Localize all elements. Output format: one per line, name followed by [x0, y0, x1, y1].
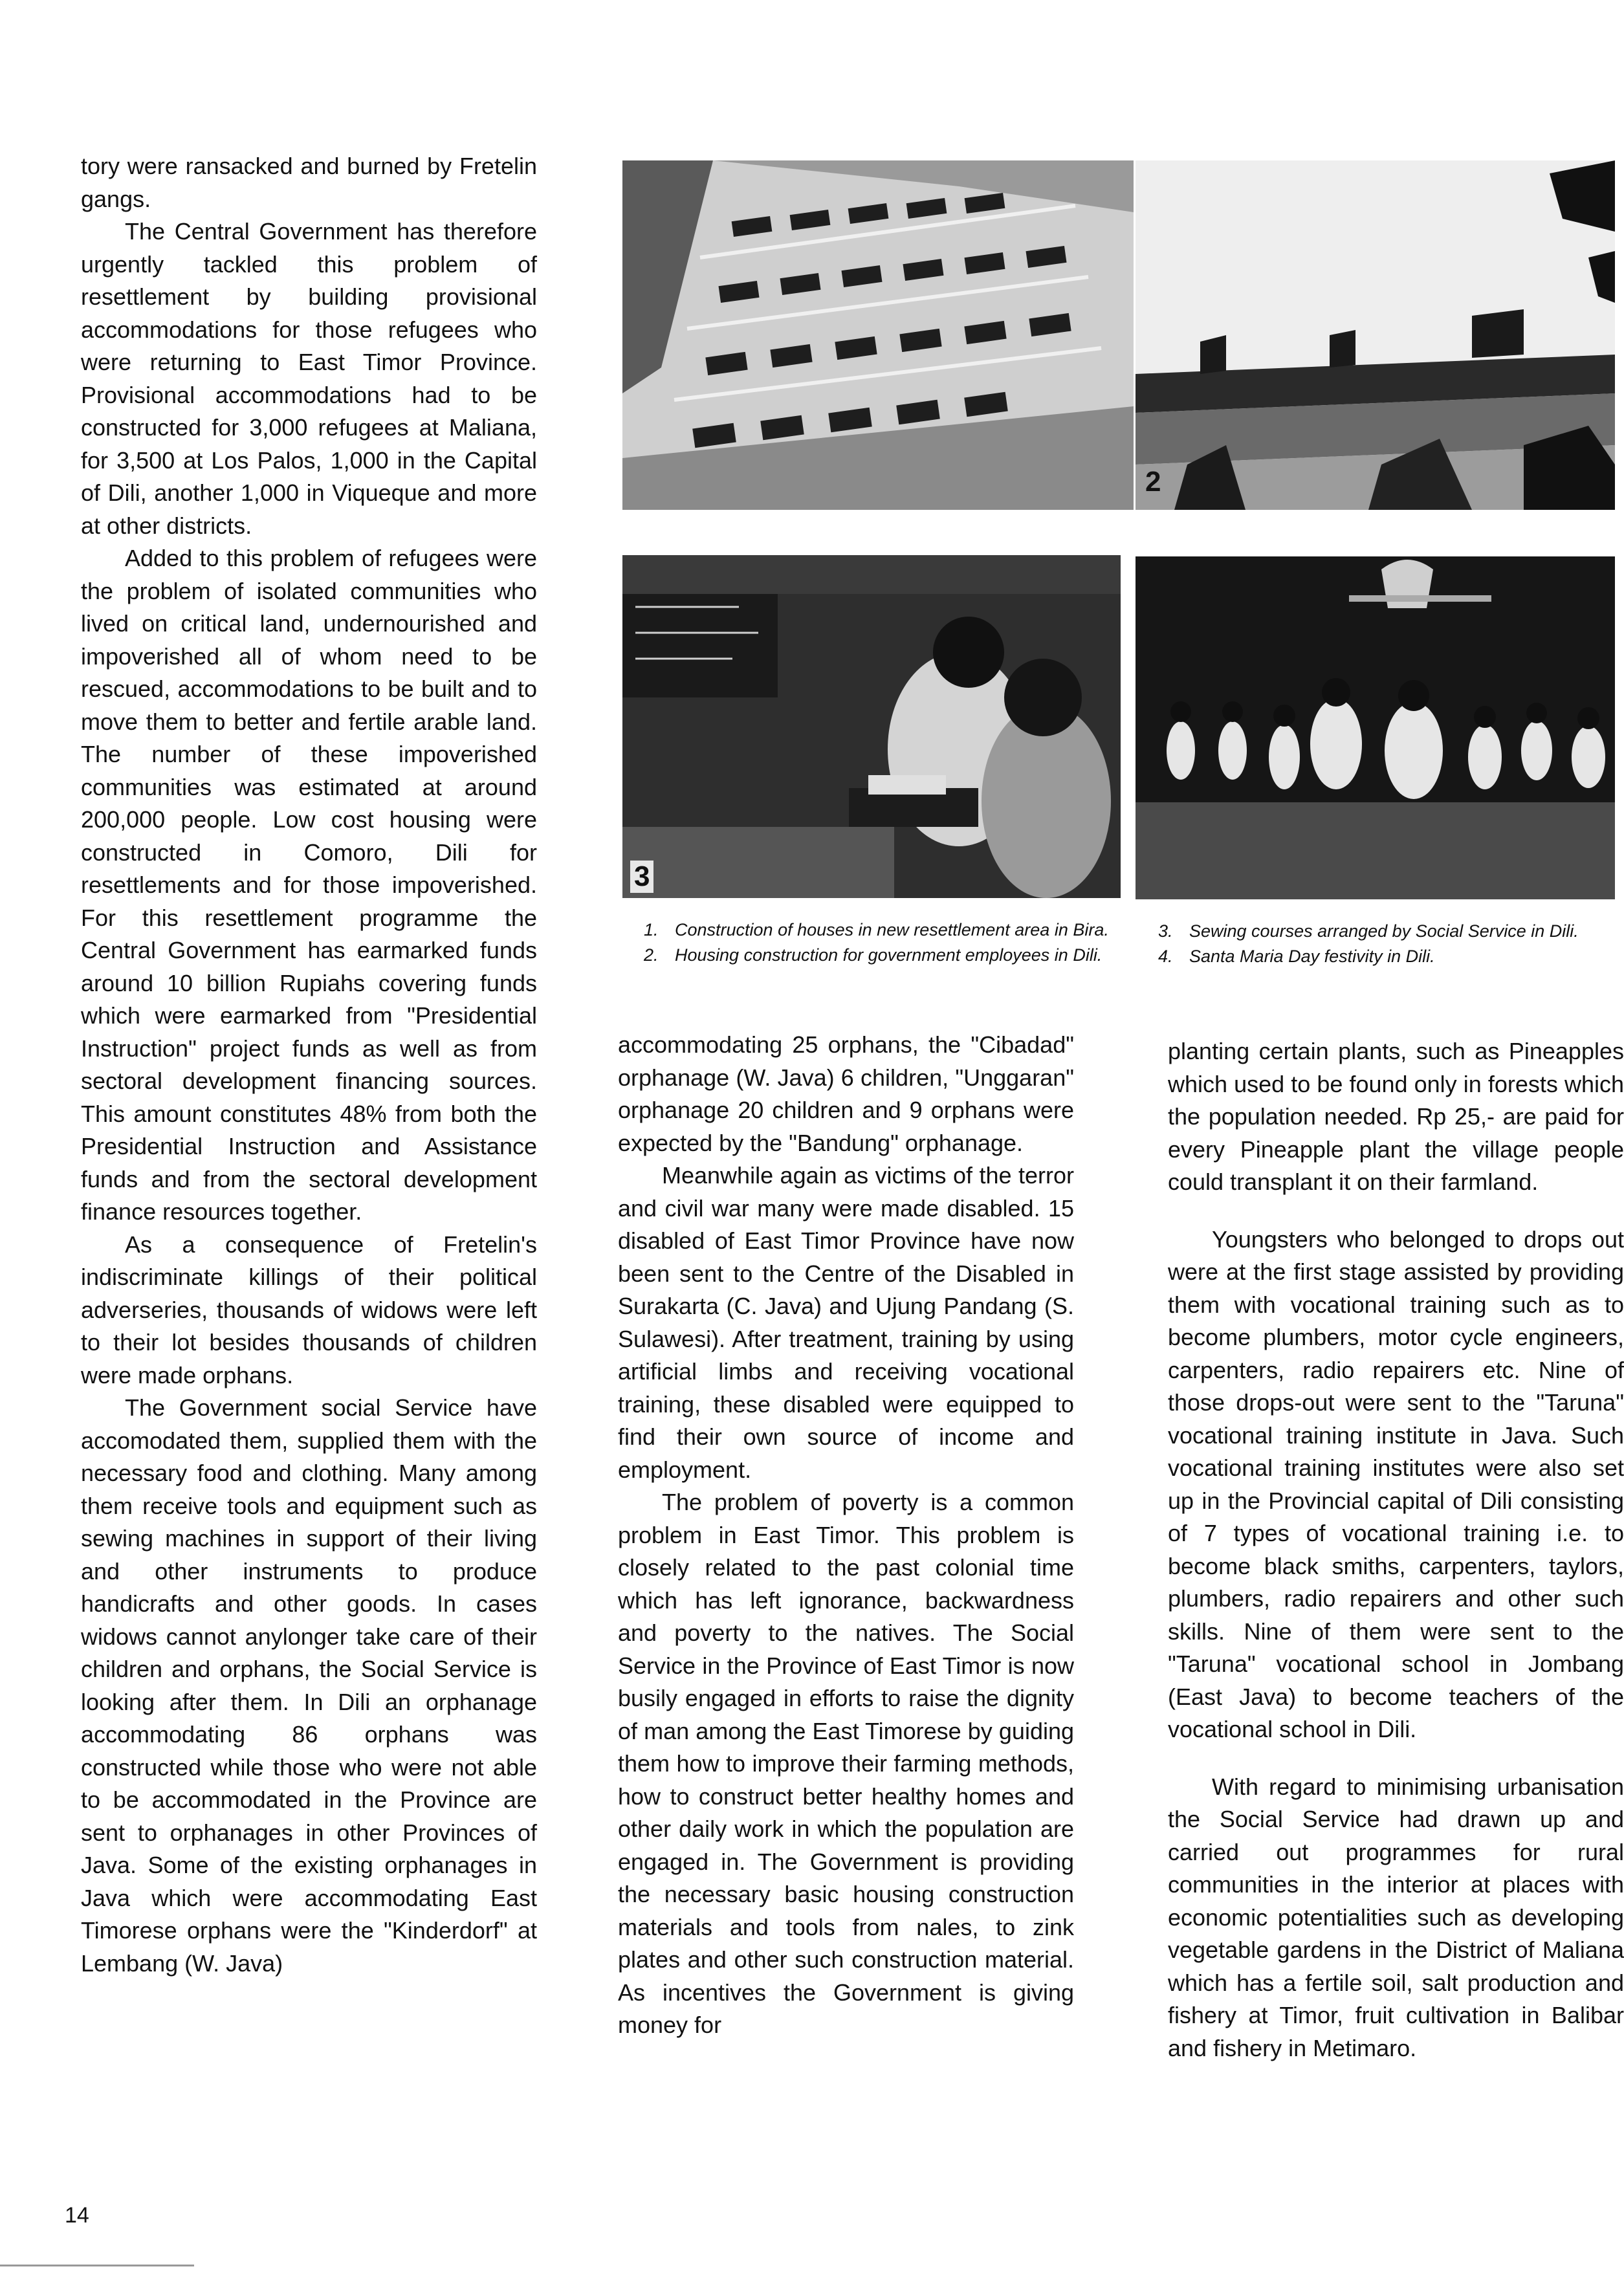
paragraph: With regard to minimising urbanisation the Social Service had drawn up and carried out programmes for rural communities in the interior at places with economic potentialities such as developing vegetable gardens in the District of Maliana which has a fertile soil, salt production and fishery at Timor, fruit cultivation in Balibar and fishery in Metimaro. [1168, 1773, 1624, 2061]
caption-text: Santa Maria Day festivity in Dili. [1189, 947, 1435, 966]
photo-number: 2 [1145, 466, 1161, 498]
paragraph: The Government social Service have accomodated them, supplied them with the necessary food and clothing. Many among them receive tools and equipment such as sewing machines in support of their living and other instruments to produce handicrafts and other goods. In cases widows cannot anylonger take care of their children and orphans, the Social Service is looking after them. In Dili an orphanage accommodating 86 orphans was constructed while those who were not able to be accommodated in the Province are sent to orphanages in other Provinces of Java. Some of the existing orphanages in Java which were accommodating East Timorese orphans were the "Kinderdorf" at Lembang (W. Java) [81, 1394, 537, 1977]
caption [1158, 919, 1615, 944]
paragraph: accommodating 25 orphans, the "Cibadad" orphanage (W. Java) 6 children, "Unggaran" orphanage 20 children and 9 orphans were expected by the "Bandung" orphanage. [618, 1031, 1074, 1156]
caption [1158, 944, 1615, 969]
photo-santa-maria-festivity-image [1136, 556, 1615, 899]
text-column-right [1168, 1035, 1624, 2061]
photo-resettlement-aerial-image [622, 160, 1134, 510]
caption-text: Sewing courses arranged by Social Service in Dili. [1189, 921, 1579, 941]
text-column-middle [618, 1029, 1074, 2042]
photo-housing-construction [1136, 160, 1615, 510]
page-number: 14 [65, 2203, 89, 2228]
caption-text: Construction of houses in new resettlement area in Bira. [675, 920, 1109, 939]
text-column-left [81, 150, 537, 1980]
caption [644, 943, 1110, 968]
paragraph: planting certain plants, such as Pineapples which used to be found only in forests which the population needed. Rp 25,- are paid for every Pineapple plant the village people could transplant it on their farmland. [1168, 1038, 1624, 1195]
paragraph: Added to this problem of refugees were the problem of isolated communities who lived on critical land, undernourished and impoverished all of whom need to be rescued, accommodations to be built and to move them to better and fertile arable land. The number of these impoverished communities was estimated at around 200,000 people. Low cost housing were constructed in Comoro, Dili for resettlements and for those impoverished. For this resettlement programme the Central Government has earmarked funds around 10 billion Rupiahs covering funds which were earmarked from "Presidential Instruction" project funds as well as from sectoral development financing sources. This amount constitutes 48% from both the Presidential Instruction and Assistance funds and from the sectoral development finance resources together. [81, 545, 537, 1225]
paragraph: As a consequence of Fretelin's indiscriminate killings of their political adverseries, thousands of widows were left to their lot besides thousands of children were made orphans. [81, 1231, 537, 1388]
photo-sewing-course-image [622, 555, 1121, 898]
paragraph: The Central Government has therefore urgently tackled this problem of resettlement by building provisional accommodations for those refugees who were returning to East Timor Province. Provisional accommodations had to be constructed for 3,000 refugees at Maliana, for 3,500 at Los Palos, 1,000 in the Capital of Dili, another 1,000 in Viqueque and more at other districts. [81, 218, 537, 539]
paragraph: tory were ransacked and burned by Fretelin gangs. [81, 153, 537, 212]
caption-text: Housing construction for government employees in Dili. [675, 945, 1103, 965]
caption-number: 3. [1158, 921, 1173, 941]
paragraph: Meanwhile again as victims of the terror and civil war many were made disabled. 15 disabled of East Timor Province have now been sent to the Centre of the Disabled in Surakarta (C. Java) and Ujung Pandang (S. Sulawesi). After treatment, training by using artificial limbs and receiving vocational training, these disabled were equipped to find their own source of income and employment. [618, 1162, 1074, 1483]
caption [644, 917, 1110, 943]
photo-santa-maria-festivity [1136, 556, 1615, 899]
photo-sewing-course [622, 555, 1121, 898]
paragraph: The problem of poverty is a common problem in East Timor. This problem is closely related to the past colonial time which has left ignorance, backwardness and poverty to the natives. The Social Service in the Province of East Timor is now busily engaged in efforts to raise the dignity of man among the East Timorese by guiding them how to improve their farming methods, how to construct better healthy homes and other daily work in which the population are engaged in. The Government is providing the necessary basic housing construction materials and tools from nales, to zink plates and other such construction material. As incentives the Government is giving money for [618, 1489, 1074, 2038]
caption-number: 1. [644, 920, 659, 939]
photo-captions-left [644, 917, 1110, 968]
photo-captions-right [1158, 919, 1615, 969]
photo-resettlement-aerial [622, 160, 1134, 510]
paragraph: Youngsters who belonged to drops out were at the first stage assisted by providing them with vocational training such as to become plumbers, motor cycle engineers, carpenters, radio repairers etc. Nine of those drops-out were sent to the "Taruna" vocational training institute in Java. Such vocational training institutes were also set up in the Provincial capital of Dili consisting of 7 types of vocational training i.e. to become black smiths, carpenters, taylors, plumbers, radio repairers and other such skills. Nine of them were sent to the "Taruna" vocational school in Jombang (East Java) to become teachers of the vocational school in Dili. [1168, 1225, 1624, 1742]
bottom-edge-rule [0, 2265, 194, 2266]
caption-number: 2. [644, 945, 659, 965]
photo-housing-construction-image [1136, 160, 1615, 510]
photo-number: 3 [630, 861, 653, 893]
caption-number: 4. [1158, 947, 1173, 966]
